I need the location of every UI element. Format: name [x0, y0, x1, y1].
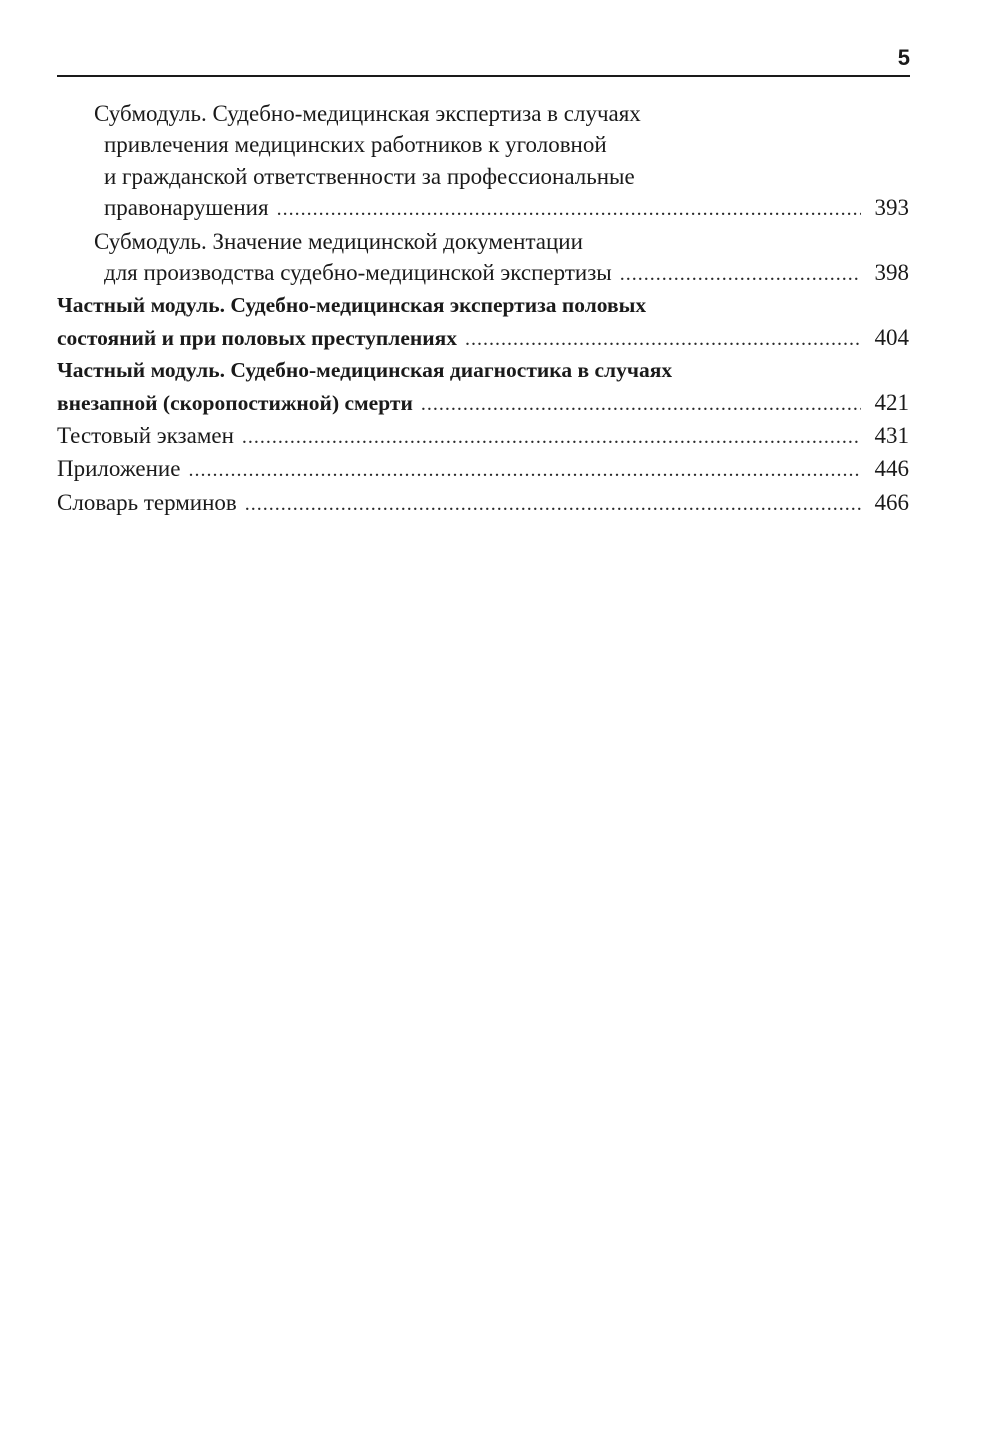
toc-entry-title-line: Субмодуль. Значение медицинской документации [94, 228, 583, 254]
toc-entry-title-line: Словарь терминов [57, 489, 237, 515]
toc-page-number: 398 [874, 260, 909, 286]
toc-entry-title-line: привлечения медицинских работников к уголовной [104, 132, 607, 158]
toc-entry-title-line: внезапной (скоропостижной) смерти [57, 390, 413, 415]
toc-entry-title-line: Приложение [57, 456, 181, 482]
header-rule [57, 75, 910, 77]
toc-entry-title-line: Частный модуль. Судебно-медицинская диагностика в случаях [57, 358, 673, 383]
dot-leader [465, 324, 861, 355]
dot-leader [277, 194, 861, 225]
toc-entry-title-line: Тестовый экзамен [57, 423, 234, 449]
dot-leader [242, 422, 861, 453]
toc-page-number: 404 [874, 324, 909, 350]
toc-entry [57, 290, 909, 355]
toc-entry-title-line: состояний и при половых преступлениях [57, 325, 458, 350]
toc-page-number: 466 [874, 489, 909, 515]
toc-page-number: 421 [874, 389, 909, 415]
toc-entry-title-line: Частный модуль. Судебно-медицинская экспертиза половых [57, 293, 647, 318]
toc-entry-last-line [57, 453, 909, 486]
dot-leader [245, 489, 861, 520]
toc-entry-title-line: и гражданской ответственности за профессиональные [104, 163, 635, 189]
toc-entry-last-line [57, 487, 909, 520]
toc-entry [57, 98, 909, 226]
dot-leader [421, 389, 861, 420]
page-number: 5 [897, 45, 910, 70]
dot-leader [620, 259, 861, 290]
toc-entry [57, 453, 909, 486]
toc-page-number: 446 [874, 456, 909, 482]
toc-entry [57, 420, 909, 453]
toc-page-number: 431 [874, 423, 909, 449]
toc-entry-title-line: Субмодуль. Судебно-медицинская экспертиза в случаях [94, 101, 641, 126]
toc-entry-last-line [57, 387, 909, 420]
toc-entry-last-line [94, 192, 909, 225]
toc-entry-last-line [94, 257, 909, 290]
toc-entry [57, 355, 909, 420]
toc-page-number: 393 [874, 195, 909, 221]
table-of-contents [57, 98, 909, 520]
toc-entry [57, 226, 909, 291]
toc-entry-title-line: для производства судебно-медицинской экспертизы [104, 260, 612, 286]
toc-entry [57, 487, 909, 520]
dot-leader [188, 455, 861, 486]
toc-entry-last-line [57, 322, 909, 355]
toc-entry-last-line [57, 420, 909, 453]
toc-entry-title-line: правонарушения [104, 195, 269, 221]
